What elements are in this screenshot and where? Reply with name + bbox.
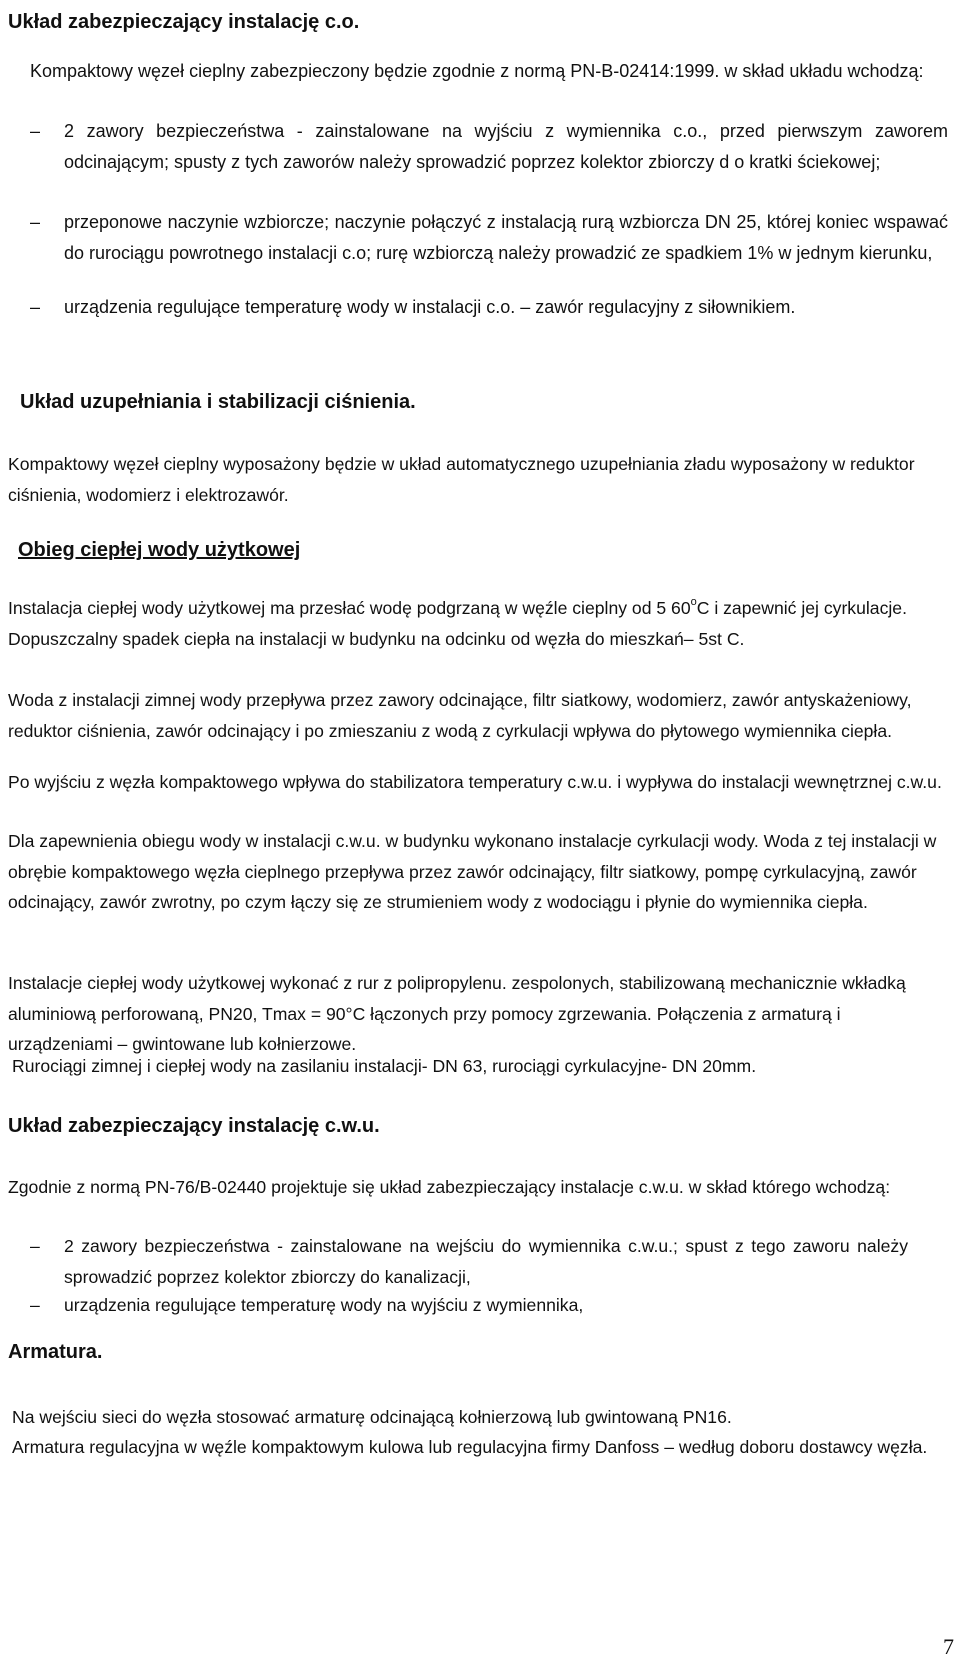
paragraph-dhw-4: Dla zapewnienia obiegu wody w instalacji c.w.u. w budynku wykonano instalacje cyrkulacji wody. Woda z tej instalacji w obrębie kompaktowego węzła cieplnego przepływa przez zawór odcinający, filtr siatkowy, pompę cyrkulacyjną, zawór odcinający, zawór zwrotny, po czym łączy się ze strumieniem wody z wodociągu i płynie do wymiennika ciepła. (8, 831, 937, 912)
paragraph-dhw-1-part-b: C i zapewnić jej cyrkulacje. Dopuszczalny spadek ciepła na instalacji w budynku na odcinku od węzła do mieszkań– 5st C. (8, 598, 907, 649)
paragraph-dhw-safety-intro: Zgodnie z normą PN-76/B-02440 projektuje się układ zabezpieczający instalacje c.w.u. w skład którego wchodzą: (8, 1177, 891, 1197)
section-heading-fittings: Armatura. (8, 1341, 103, 1363)
list-item-text: 2 zawory bezpieczeństwa - zainstalowane na wejściu do wymiennika c.w.u.; spust z tego zaworu należy sprowadzić poprzez kolektor zbiorczy do kanalizacji, (64, 1236, 908, 1287)
section-heading-pressure: Układ uzupełniania i stabilizacji ciśnienia. (20, 391, 416, 413)
paragraph-dhw-3: Po wyjściu z węzła kompaktowego wpływa do stabilizatora temperatury c.w.u. i wypływa do instalacji wewnętrznej c.w.u. (8, 772, 942, 792)
paragraph-dhw-1-part-a: Instalacja ciepłej wody użytkowej ma przesłać wodę podgrzaną w węźle cieplny od 5 60 (8, 598, 691, 618)
paragraph-dhw-2: Woda z instalacji zimnej wody przepływa przez zawory odcinające, filtr siatkowy, wodomierz, zawór antyskażeniowy, reduktor ciśnienia, zawór odcinający i po zmieszaniu z wodą z cyrkulacji wpływa do płytowego wymiennika ciepła. (8, 690, 912, 741)
dash-bullet: – (30, 297, 41, 317)
dash-bullet: – (30, 212, 41, 232)
section-heading-co-safety: Układ zabezpieczający instalację c.o. (8, 11, 360, 33)
list-item (30, 207, 948, 268)
paragraph-dhw-5: Instalacje ciepłej wody użytkowej wykonać z rur z polipropylenu. zespolonych, stabilizowaną mechanicznie wkładką aluminiową perforowaną, PN20, Tmax = 90°C łączonych przy pomocy zgrzewania. Połączenia z armaturą i urządzeniami – gwintowane lub kołnierzowe. (8, 973, 906, 1054)
paragraph-dhw-1 (8, 593, 948, 654)
degree-sup: o (690, 596, 697, 609)
section-heading-dhw: Obieg ciepłej wody użytkowej (18, 539, 301, 561)
section-heading-dhw-safety: Układ zabezpieczający instalację c.w.u. (8, 1115, 380, 1137)
list-item-text: urządzenia regulujące temperaturę wody w instalacji c.o. – zawór regulacyjny z siłownikiem. (64, 297, 796, 317)
list-item (30, 1231, 908, 1292)
list-item-text: 2 zawory bezpieczeństwa - zainstalowane na wyjściu z wymiennika c.o., przed pierwszym zaworem odcinającym; spusty z tych zaworów należy sprowadzić poprzez kolektor zbiorczy d o kratki ściekowej; (64, 121, 948, 172)
paragraph-pressure: Kompaktowy węzeł cieplny wyposażony będzie w układ automatycznego uzupełniania zładu wyposażony w reduktor ciśnienia, wodomierz i elektrozawór. (8, 454, 915, 505)
list-item (30, 1290, 908, 1321)
dash-bullet: – (30, 1295, 40, 1315)
paragraph-dhw-6: Rurociągi zimnej i ciepłej wody na zasilaniu instalacji- DN 63, rurociągi cyrkulacyjne- DN 20mm. (12, 1056, 757, 1076)
dash-bullet: – (30, 1236, 40, 1256)
page-number: 7 (943, 1634, 954, 1659)
list-item (30, 116, 948, 177)
list-item-text: przeponowe naczynie wzbiorcze; naczynie połączyć z instalacją rurą wzbiorcza DN 25, której koniec wspawać do rurociągu powrotnego instalacji c.o; rurę wzbiorczą należy prowadzić ze spadkiem 1% w jednym kierunku, (64, 212, 948, 263)
paragraph-co-intro: Kompaktowy węzeł cieplny zabezpieczony będzie zgodnie z normą PN-B-02414:1999. w skład układu wchodzą: (30, 61, 924, 81)
list-item-text: urządzenia regulujące temperaturę wody na wyjściu z wymiennika, (64, 1295, 584, 1315)
paragraph-fittings-2: Armatura regulacyjna w węźle kompaktowym kulowa lub regulacyjna firmy Danfoss – według doboru dostawcy węzła. (12, 1437, 928, 1457)
list-item (30, 292, 860, 323)
dash-bullet: – (30, 121, 41, 141)
paragraph-fittings-1: Na wejściu sieci do węzła stosować armaturę odcinającą kołnierzową lub gwintowaną PN16. (12, 1407, 732, 1427)
